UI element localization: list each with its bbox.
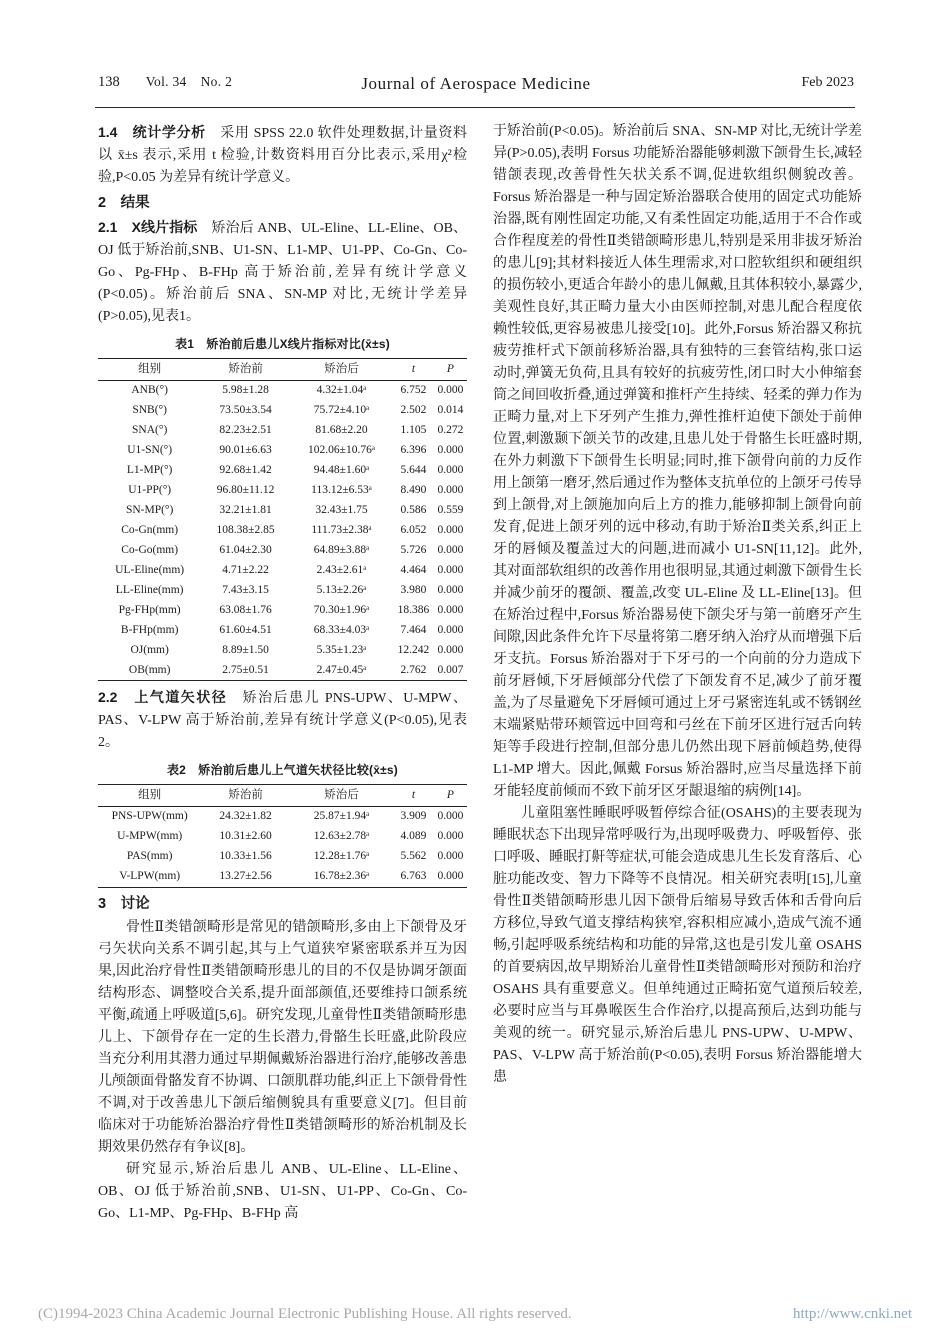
table2-col-p: P [434,785,467,807]
table-cell: 18.386 [397,603,430,616]
table-cell: 61.60±4.51 [219,623,272,636]
table-cell: SNB(°) [132,404,167,417]
table-cell: 0.014 [437,404,464,417]
table-cell: 0.007 [437,663,464,676]
table-cell: 0.000 [437,464,464,477]
table-row [98,401,467,421]
table-cell: 8.490 [400,484,427,497]
article-body [98,121,862,1225]
table-cell: 0.000 [437,583,464,596]
table-cell: U-MPW(mm) [117,830,183,843]
table-cell: 61.04±2.30 [219,543,272,556]
table-cell: 0.272 [437,424,464,437]
table-cell: 5.726 [400,543,427,556]
left-column [98,121,467,1225]
table-row [98,461,467,481]
table-row [98,806,467,826]
table-row [98,640,467,660]
table-row [98,600,467,620]
table2-col-t: t [393,785,434,807]
continuation-paragraph: 于矫治前(P<0.05)。矫治前后 SNA、SN-MP 对比,无统计学差异(P>0.05),表明 Forsus 功能矫治器能够刺激下颌骨生长,减轻错颌表现,改善骨性矢状关系不调,促进软组织侧貌改善。Forsus 矫治器是一种与固定矫治器联合使用的固定式功能矫治器,既有刚性固定功能,又有柔性固定功能,适用于不合作或合作程度差的骨性Ⅱ类错颌畸形患儿,特别是采用非拔牙矫治的患儿[9];其材料接近人体生理需求,对口腔软组织和硬组织的损伤较小,更适合年龄小的患儿佩戴,且其体积较小,暴露少,美观性良好,其正畸力量大小由医师控制,对患儿配合程度依赖性较低,更容易被患儿接受[10]。此外,Forsus 矫治器又称抗疲劳推杆式下颌前移矫治器,具有独特的三套管结构,张口运动时,弹簧无负荷,且具有较好的抗疲劳性,闭口时大小伸缩套筒之间回收折叠,通过弹簧和推杆产生持续、轻柔的弹力作为正畸力量,对上下牙列产生推力,弹性推杆迫使下颌处于前伸位置,刺激颞下颌关节的改建,且患儿处于骨骼生长旺盛时期,在外力刺激下下颌骨生长明显;同时,推下颌骨向前的力反作用上颌第一磨牙,然后通过作为整体支抗单位的上颌牙弓传导到上颌骨,对上颌施加向后上方的推力,能够抑制上颌骨向前发育,促进上颌牙列的远中移动,有助于矫治Ⅱ类关系,纠正上牙的唇倾及覆盖过大的问题,进而减小 U1-SN[11,12]。此外,其对面部软组织的改善作用也很明显,其通过刺激下颌骨生长并减少前牙的覆颌、覆盖,改变 UL-Eline 及 LL-Eline[13]。但在矫治过程中,Forsus 矫治器易使下颌尖牙与第一前磨牙产生间隙,因此条件允许下尽量将第二磨牙纳入治疗从而增强下后牙支抗。Forsus 矫治器对于下牙弓的一个向前的分力造成下前牙唇倾,下牙唇倾部分代偿了下颌发育不足,减少了前牙覆盖,为了尽量避免下牙唇倾可通过上牙弓紧密连轧或不锈钢丝末端紧贴带环颊管远中回弯和弓丝在下前牙区进行冠舌向转矩等手段进行控制,但部分患儿仍然出现下唇前倾趋势,使得 L1-MP 增大。因此,佩戴 Forsus 矫治器时,应当尽量选择下前牙能轻度前倾而不致下前牙区牙龈退缩的病例[14]。 [493,124,862,799]
table-cell: 8.89±1.50 [222,643,269,656]
table1-caption: 表1 矫治前后患儿X线片指标对比(x̄±s) [175,337,390,351]
table-cell: 94.48±1.60ᵃ [313,464,370,477]
table1-header-row [98,359,467,381]
table-cell: SN-MP(°) [125,504,174,517]
results-heading: 2 结果 [98,195,150,211]
table-cell: 0.559 [437,504,464,517]
table-cell: 0.000 [437,623,464,636]
table-cell: 0.586 [400,504,427,517]
table-row [98,521,467,541]
table-cell: 13.27±2.56 [219,870,272,883]
table-cell: 12.242 [397,643,430,656]
section-2-1-text: 矫治后 ANB、UL-Eline、LL-Eline、OB、OJ 低于矫治前,SNB、U1-SN、L1-MP、U1-PP、Co-Gn、Co-Go、Pg-FHp、B-FHp 高于矫治前,差异有统计学意义(P<0.05)。矫治前后 SNA、SN-MP 对比,无统计学差异(P>0.05),见表1。 [98,221,467,324]
table-cell: Co-Gn(mm) [121,524,179,536]
issue-date: Feb 2023 [801,75,854,90]
table-cell: OJ(mm) [130,643,169,656]
section-2-1-heading: 2.1 X线片指标 [98,219,198,235]
table-cell: 0.000 [437,810,464,823]
table-cell: L1-MP(°) [126,464,173,477]
table-cell: 4.71±2.22 [222,563,269,576]
discussion-heading: 3 讨论 [98,895,150,912]
table-cell: 0.000 [437,524,464,536]
table-row [98,540,467,560]
issue-label: No. 2 [200,74,233,89]
table-cell: LL-Eline(mm) [115,583,184,596]
table-cell: PNS-UPW(mm) [111,810,188,823]
table-row [98,620,467,640]
page-number: 138 [98,74,120,90]
table-cell: 2.43±2.61ᵃ [316,563,367,576]
header-left-group [98,74,232,91]
airway-diameter-table [98,784,467,888]
table-cell: OB(mm) [128,663,171,676]
table-cell: 6.396 [400,444,427,457]
table-cell: 0.000 [437,870,464,883]
table-row [98,827,467,847]
table1-col-p: P [434,359,467,381]
table-cell: ANB(°) [131,384,168,397]
table-cell: 113.12±6.53ᵃ [311,484,372,497]
section-1-4-paragraph [98,121,467,189]
table-cell: 2.47±0.45ᵃ [316,663,367,676]
table-cell: 68.33±4.03ᵃ [313,623,370,636]
table-cell: 0.000 [437,563,464,576]
volume-issue [146,74,232,90]
table-cell: 6.052 [400,524,427,536]
table2-caption: 表2 矫治前后患儿上气道矢状径比较(x̄±s) [166,763,398,777]
table-cell: 0.000 [437,484,464,497]
table-cell: 5.13±2.26ᵃ [316,583,367,596]
table-cell: 111.73±2.38ᵃ [311,524,372,536]
table1-col-group: 组别 [98,359,201,381]
table2-body [98,806,467,887]
section-1-4-text: 采用 SPSS 22.0 软件处理数据,计量资料以 x̄±s 表示,采用 t 检验,计数资料用百分比表示,采用χ²检验,P<0.05 为差异有统计学意义。 [98,126,467,185]
table-row [98,481,467,501]
table-cell: 24.32±1.82 [219,810,272,823]
table-cell: 108.38±2.85 [216,524,275,536]
xray-indicators-table [98,358,467,681]
table2-col-after: 矫治后 [290,785,393,807]
table2-head [98,785,467,807]
section-2-1-paragraph [98,216,467,328]
section-2-2-text: 矫治后患儿 PNS-UPW、U-MPW、PAS、V-LPW 高于矫治前,差异有统计学意义(P<0.05),见表2。 [98,691,467,750]
table-cell: B-FHp(mm) [120,623,179,636]
table-cell: 12.28±1.76ᵃ [313,850,370,863]
table-cell: 10.31±2.60 [219,830,272,843]
table-cell: 2.502 [400,404,427,417]
table-cell: 63.08±1.76 [219,603,272,616]
table-cell: 4.089 [400,830,427,843]
page-footer [38,1306,912,1323]
table1-col-before: 矫治前 [201,359,290,381]
table-cell: 3.909 [400,810,427,823]
page-header [98,74,854,91]
table-cell: 0.000 [437,643,464,656]
table-cell: 2.75±0.51 [222,663,269,676]
section-2-2-heading: 2.2 上气道矢状径 [98,689,228,705]
table-cell: V-LPW(mm) [119,870,181,883]
table-cell: 25.87±1.94ᵃ [313,810,370,823]
table-cell: 2.762 [400,663,427,676]
table-cell: 7.43±3.15 [222,583,269,596]
table1-col-after: 矫治后 [290,359,393,381]
table-cell: 75.72±4.10ᵃ [313,404,370,417]
table-row [98,867,467,887]
table-cell: 96.80±11.12 [216,484,275,497]
table-row [98,421,467,441]
table-cell: 5.644 [400,464,427,477]
table-cell: 12.63±2.78ᵃ [313,830,370,843]
table-cell: U1-PP(°) [128,484,172,497]
table-row [98,580,467,600]
table-cell: 81.68±2.20 [315,424,368,437]
table1-body [98,380,467,680]
discussion-paragraph-2: 研究显示,矫治后患儿 ANB、UL-Eline、LL-Eline、OB、OJ 低于矫治前,SNB、U1-SN、U1-PP、Co-Gn、Co-Go、L1-MP、Pg-FHp、B-FHp 高 [98,1161,467,1221]
table-cell: 102.06±10.76ᵃ [308,444,375,457]
table-cell: 70.30±1.96ᵃ [313,603,370,616]
table-cell: 4.464 [400,563,427,576]
table-cell: 90.01±6.63 [219,444,272,457]
table-cell: 73.50±3.54 [219,404,272,417]
table-cell: U1-SN(°) [127,444,173,457]
header-rule [95,107,855,108]
journal-title: Journal of Aerospace Medicine [361,74,591,93]
table-cell: SNA(°) [132,424,168,437]
table-cell: 3.980 [400,583,427,596]
table-cell: 6.752 [400,384,427,397]
table-cell: 5.98±1.28 [222,384,269,397]
table-cell: Pg-FHp(mm) [118,603,181,616]
table-cell: 0.000 [437,384,464,397]
table2-header-row [98,785,467,807]
table-row [98,441,467,461]
discussion-paragraph-1: 骨性Ⅱ类错颌畸形是常见的错颌畸形,多由上下颌骨及牙弓矢状向关系不调引起,其与上气道狭窄紧密联系并互为因果,因此治疗骨性Ⅱ类错颌畸形患儿的目的不仅是协调牙颌面结构形态、调整咬合关系,提升面部颜值,还要维持口颌系统平衡,疏通上呼吸道[5,6]。研究发现,儿童骨性Ⅱ类错颌畸形患儿上、下颌骨存在一定的生长潜力,骨骼生长旺盛,此阶段应当充分利用其潜力通过早期佩戴矫治器进行治疗,能够改善患儿颅颌面骨骼发育不协调、口颌肌群功能,纠正上下颌骨骨性不调,对于改善患儿下颌后缩侧貌具有重要意义[7]。但目前临床对于功能矫治器治疗骨性Ⅱ类错颌畸形的矫治机制及长期效果仍然存有争议[8]。 [98,919,467,1155]
copyright-text: (C)1994-2023 China Academic Journal Electronic Publishing House. All rights reserved. [38,1306,572,1322]
table-cell: 64.89±3.88ᵃ [313,543,370,556]
table-cell: 0.000 [437,850,464,863]
table2-col-before: 矫治前 [201,785,290,807]
table-row [98,501,467,521]
cnki-url[interactable]: http://www.cnki.net [792,1306,912,1322]
table-cell: 0.000 [437,444,464,457]
volume-label: Vol. 34 [145,74,187,89]
table-row [98,380,467,400]
table-cell: 5.562 [400,850,427,863]
table1-head [98,359,467,381]
table2-col-group: 组别 [98,785,201,807]
table-cell: 5.35±1.23ᵃ [316,643,367,656]
table-cell: 16.78±2.36ᵃ [313,870,370,883]
table-row [98,660,467,680]
right-column [493,121,862,1225]
table-cell: 0.000 [437,543,464,556]
section-1-4-heading: 1.4 统计学分析 [98,124,206,140]
table-cell: Co-Go(mm) [121,543,179,556]
table-cell: 32.43±1.75 [315,504,368,517]
table-cell: 0.000 [437,603,464,616]
table-cell: 92.68±1.42 [219,464,272,477]
table1-col-t: t [393,359,434,381]
table-row [98,847,467,867]
table-cell: PAS(mm) [126,850,173,863]
table-cell: 0.000 [437,830,464,843]
table-cell: 7.464 [400,623,427,636]
table-cell: 4.32±1.04ᵃ [316,384,367,397]
table-cell: 82.23±2.51 [219,424,272,437]
table-cell: 1.105 [400,424,427,437]
table-cell: 32.21±1.81 [219,504,272,517]
table-cell: 10.33±1.56 [219,850,272,863]
section-2-2-paragraph [98,686,467,754]
table-cell: 6.763 [400,870,427,883]
table-cell: UL-Eline(mm) [115,563,185,576]
table-row [98,560,467,580]
osahs-paragraph: 儿童阻塞性睡眠呼吸暂停综合征(OSAHS)的主要表现为睡眠状态下出现异常呼吸行为,出现呼吸费力、呼吸暂停、张口呼吸、睡眠打鼾等症状,可能会造成患儿生长发育落后、心脏功能改变、智力下降等不良情况。相关研究表明[15],儿童骨性Ⅱ类错颌畸形患儿因下颌骨后缩易导致舌体和舌骨向后方移位,导致气道支撑结构狭窄,容积相应减小,造成气流不通畅,引起呼吸系统结构和功能的异常,这也是引发儿童 OSAHS 的首要病因,故早期矫治儿童骨性Ⅱ类错颌畸形对预防和治疗 OSAHS 具有重要意义。但单纯通过正畸拓宽气道预后较差,必要时应当与耳鼻喉医生合作治疗,以提高预后,达到功能与美观的统一。研究显示,矫治后患儿 PNS-UPW、U-MPW、PAS、V-LPW 高于矫治前(P<0.05),表明 Forsus 矫治器能增大患 [493,806,862,1085]
